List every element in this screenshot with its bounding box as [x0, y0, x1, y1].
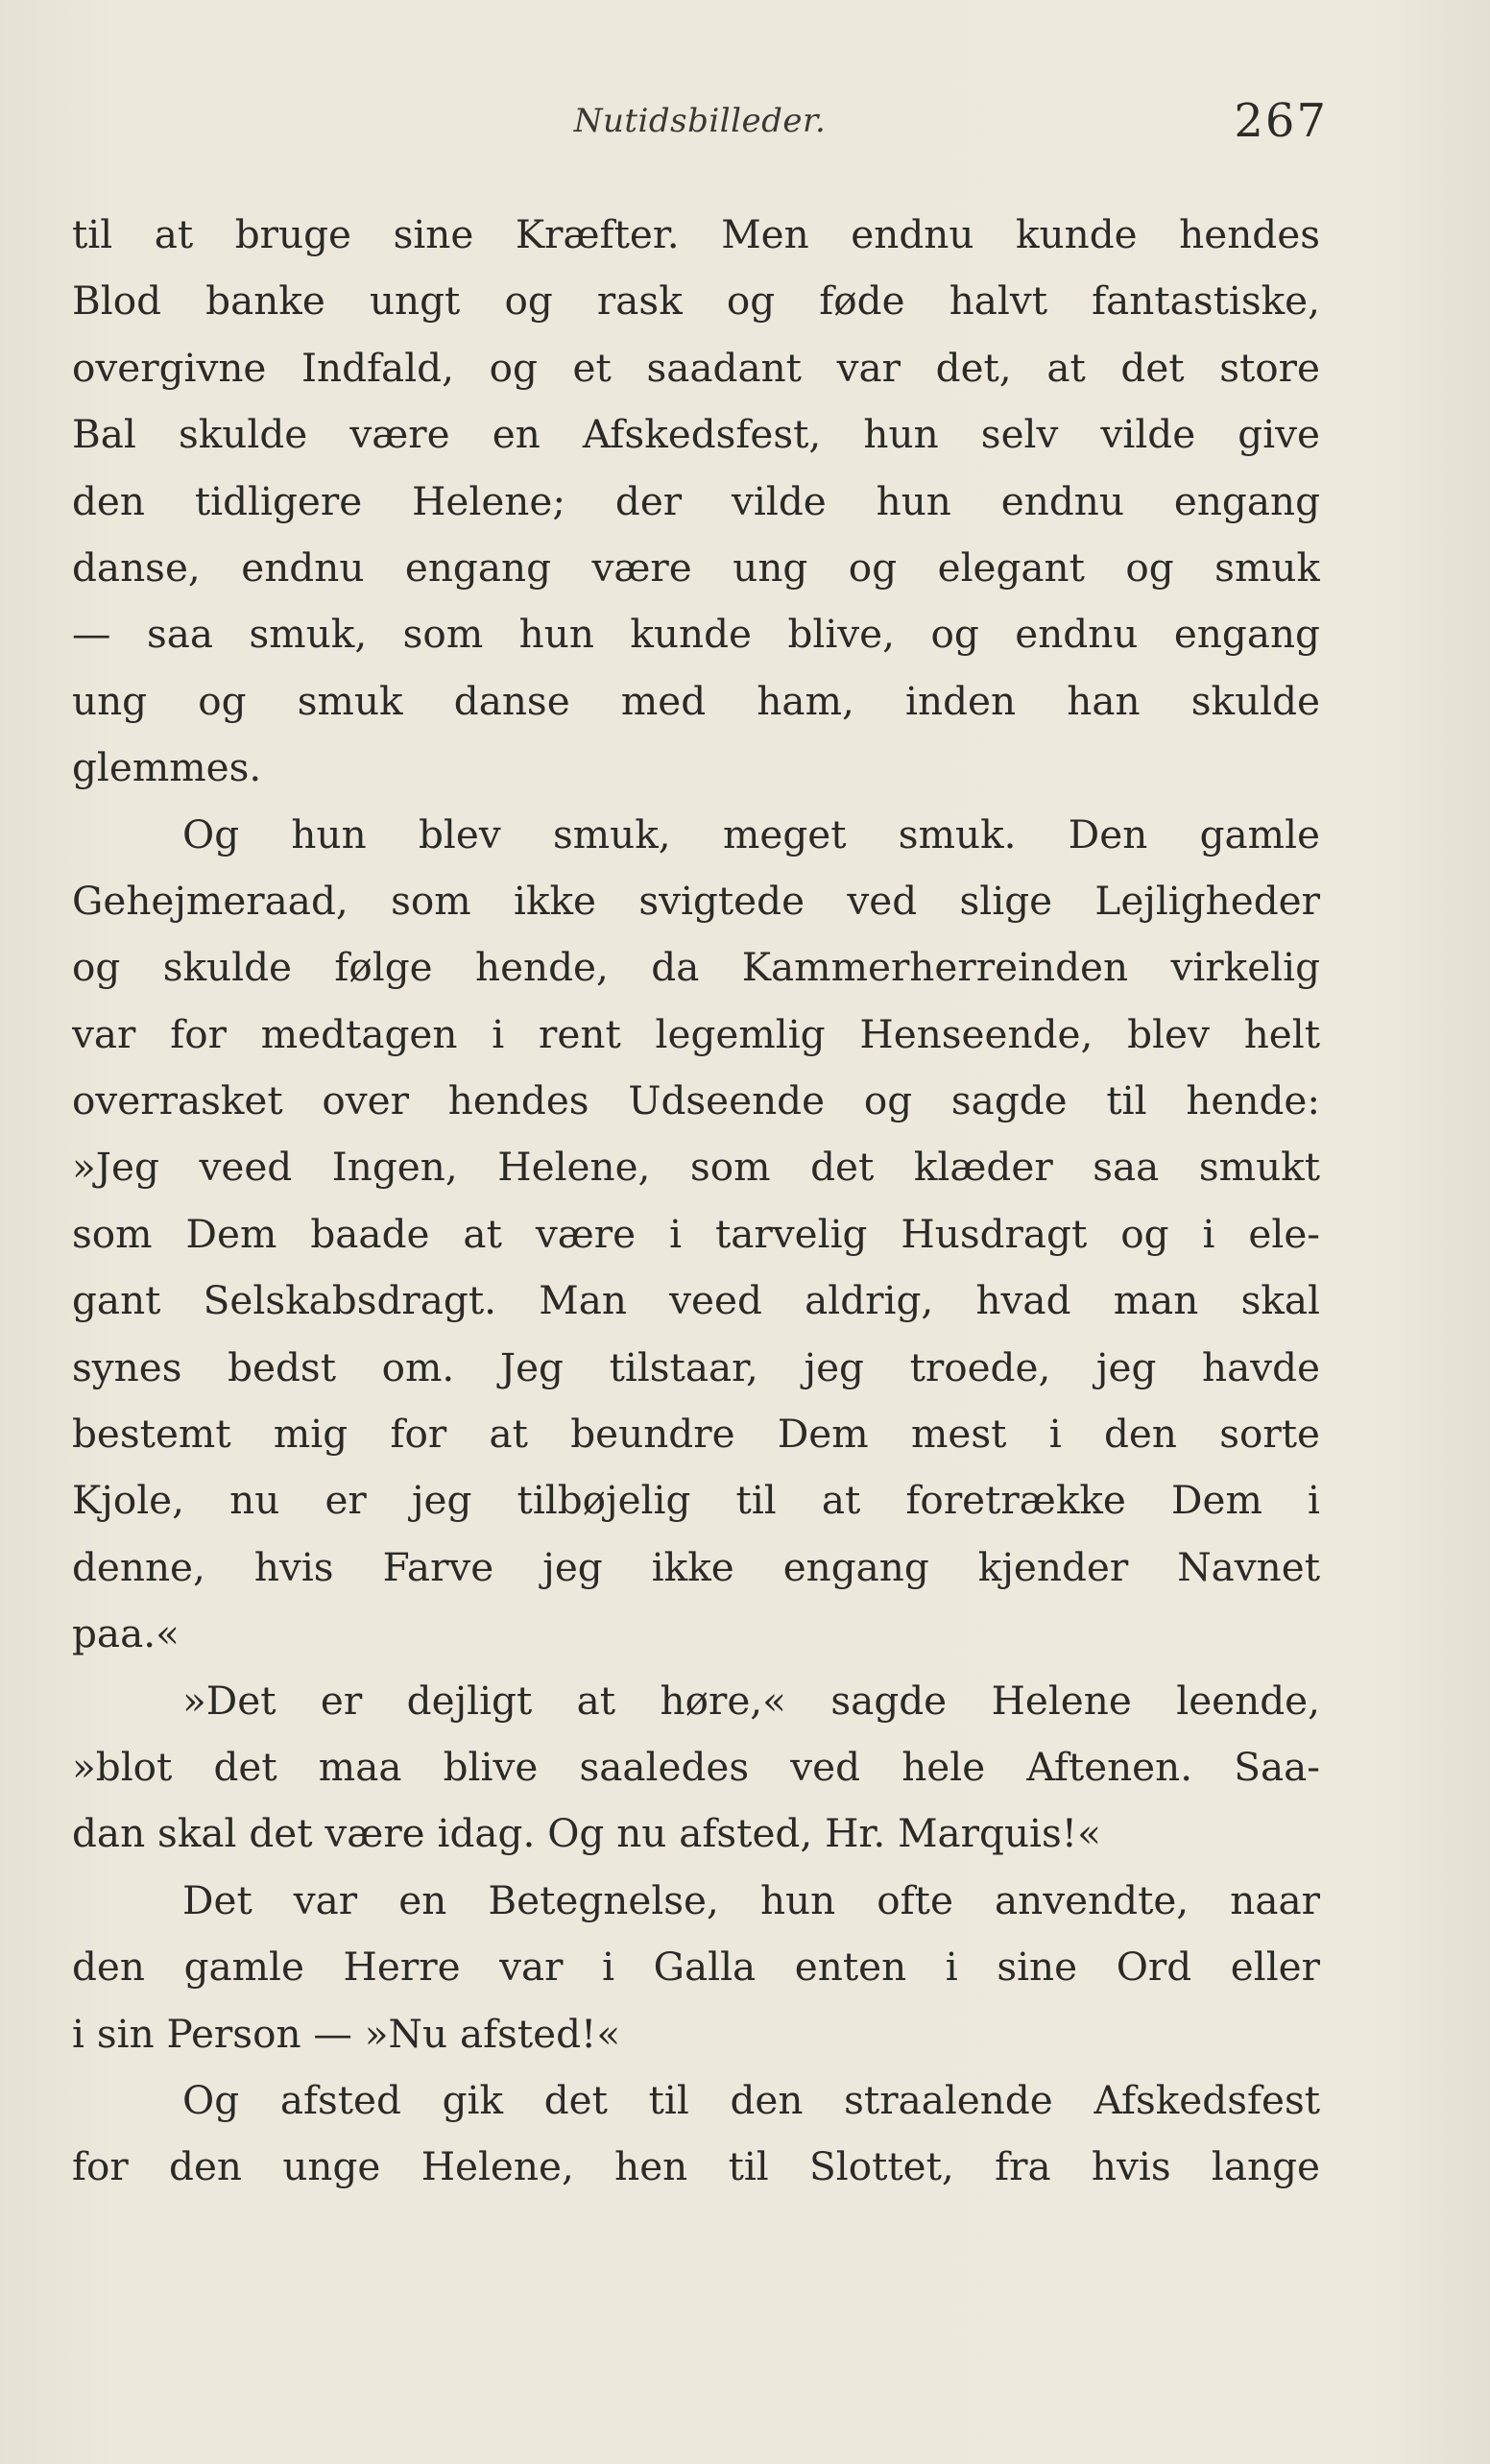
text-line: bestemt mig for at beundre Dem mest i den sorte: [72, 1411, 1320, 1458]
text-line: dan skal det være idag. Og nu afsted, Hr. Marquis!«: [72, 1810, 1101, 1857]
text-line: var for medtagen i rent legemlig Henseende, blev helt: [72, 1010, 1320, 1057]
text-line: Og hun blev smuk, meget smuk. Den gamle: [182, 810, 1320, 858]
text-line: Blod banke ungt og rask og føde halvt fantastiske,: [72, 278, 1320, 325]
text-line: Og afsted gik det til den straalende Afskedsfest: [182, 2076, 1320, 2123]
text-line: som Dem baade at være i tarvelig Husdragt og i ele-: [72, 1210, 1320, 1257]
text-line: »blot det maa blive saaledes ved hele Aftenen. Saa-: [72, 1743, 1320, 1790]
text-line: til at bruge sine Kræfter. Men endnu kunde hendes: [72, 211, 1320, 257]
text-line: — saa smuk, som hun kunde blive, og endnu engang: [72, 611, 1320, 658]
text-line: overrasket over hendes Udseende og sagde til hende:: [72, 1077, 1320, 1124]
text-line: danse, endnu engang være ung og elegant og smuk: [72, 544, 1320, 591]
text-line: og skulde følge hende, da Kammerherreinden virkelig: [72, 944, 1320, 991]
body-text: [72, 202, 1320, 2201]
text-line: paa.«: [72, 1610, 180, 1657]
text-line: den gamle Herre var i Galla enten i sine Ord eller: [72, 1944, 1320, 1991]
text-line: Bal skulde være en Afskedsfest, hun selv vilde give: [72, 411, 1320, 458]
text-line: »Det er dejligt at høre,« sagde Helene leende,: [182, 1677, 1320, 1724]
text-line: ung og smuk danse med ham, inden han skulde: [72, 677, 1320, 724]
page-number: 267: [1234, 94, 1328, 148]
text-line: den tidligere Helene; der vilde hun endnu engang: [72, 477, 1320, 524]
running-title: Nutidsbilleder.: [573, 102, 827, 140]
text-line: synes bedst om. Jeg tilstaar, jeg troede, jeg havde: [72, 1343, 1320, 1390]
text-line: denne, hvis Farve jeg ikke engang kjender Navnet: [72, 1543, 1320, 1590]
text-line: glemmes.: [72, 744, 262, 791]
text-line: for den unge Helene, hen til Slottet, fra hvis lange: [72, 2143, 1320, 2190]
text-line: Det var en Betegnelse, hun ofte anvendte, naar: [182, 1876, 1320, 1923]
text-line: gant Selskabsdragt. Man veed aldrig, hvad man skal: [72, 1277, 1320, 1324]
text-line: Kjole, nu er jeg tilbøjelig til at foretrække Dem i: [72, 1477, 1320, 1524]
text-line: overgivne Indfald, og et saadant var det, at det store: [72, 344, 1320, 391]
text-line: Gehejmeraad, som ikke svigtede ved slige Lejligheder: [72, 877, 1320, 924]
text-line: »Jeg veed Ingen, Helene, som det klæder saa smukt: [72, 1144, 1320, 1191]
text-line: i sin Person — »Nu afsted!«: [72, 2010, 621, 2057]
running-head: [72, 94, 1328, 152]
